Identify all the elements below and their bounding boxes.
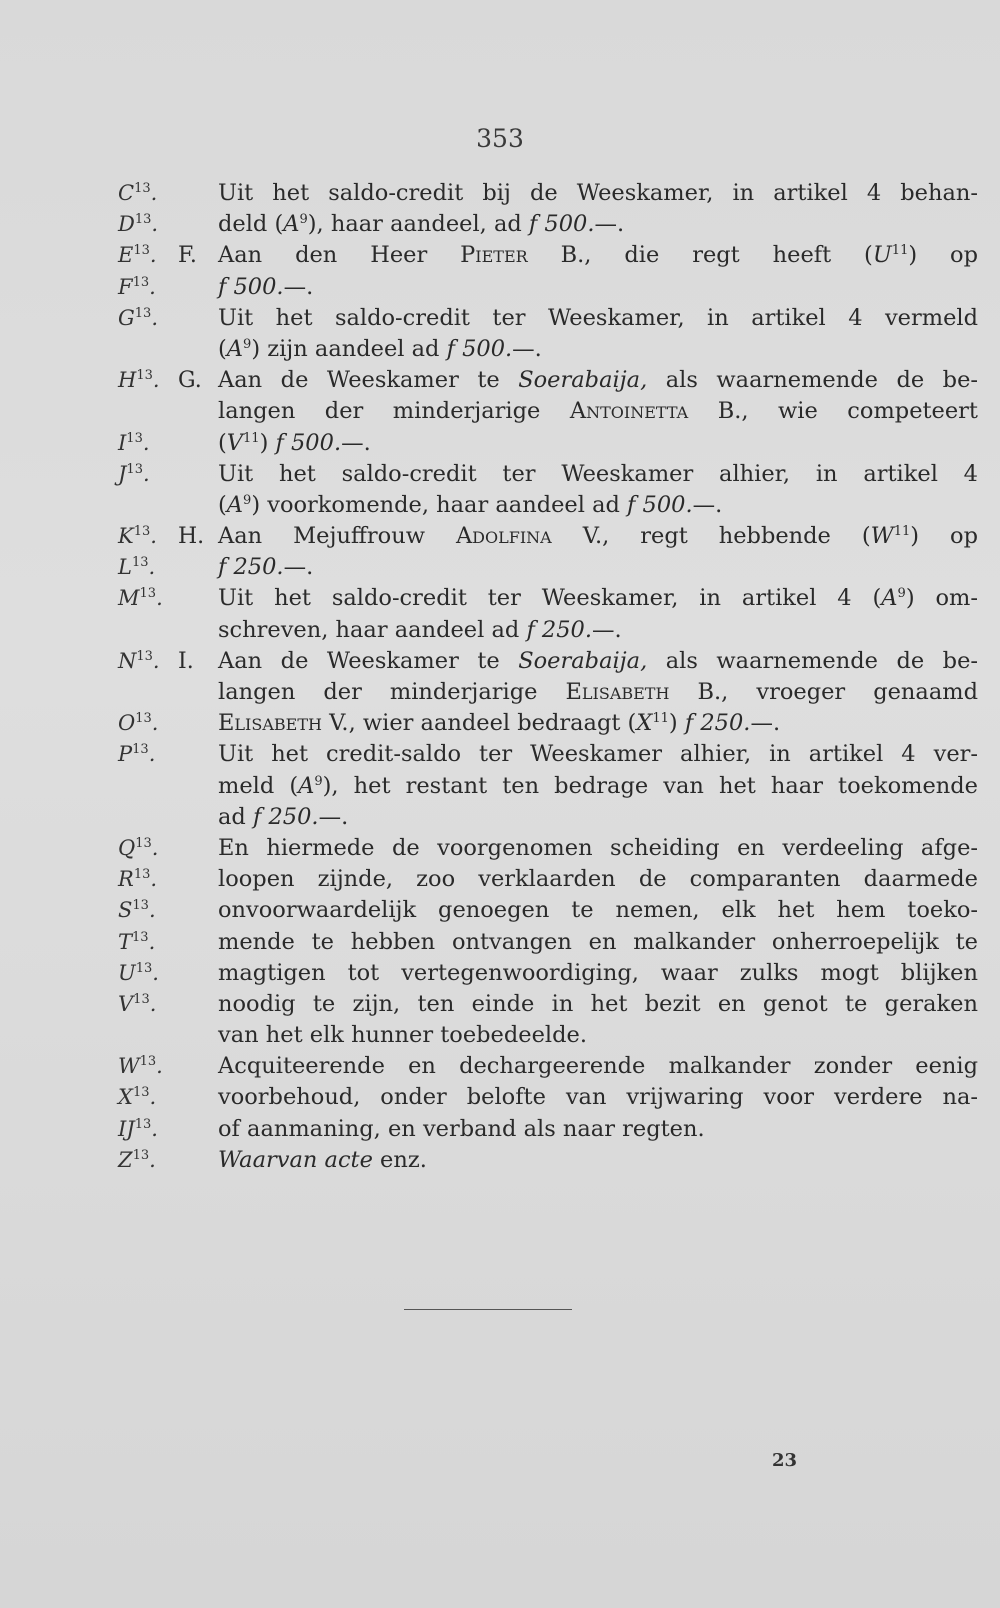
line-text	[218, 958, 978, 989]
text-run: V	[226, 429, 244, 456]
line-text	[218, 240, 978, 271]
text-run: voorbehoud, onder belofte van vrijwaring voor verdere na-	[218, 1084, 978, 1111]
text-line	[118, 1020, 863, 1051]
margin-reference-number: 13	[134, 1116, 152, 1132]
text-run: Acquiteerende en dechargeerende malkander zonder eenig	[218, 1053, 978, 1080]
margin-reference-letter: F	[118, 274, 133, 299]
text-run: (	[218, 429, 227, 456]
text-run: schreven, haar aandeel ad	[218, 616, 527, 643]
text-run: ) op	[908, 242, 978, 269]
text-run: 11	[243, 430, 260, 446]
margin-reference: $V^{13}$.	[118, 991, 157, 1016]
text-line	[118, 895, 978, 926]
text-run: (	[218, 491, 227, 518]
text-line	[118, 240, 978, 271]
margin-reference: $M^{13}$.	[118, 586, 163, 611]
text-line	[118, 771, 978, 802]
margin-reference: $L^{13}$.	[118, 555, 156, 580]
margin-reference-letter: X	[118, 1085, 133, 1110]
text-run: ), het restant ten bedrage van het haar toekomende	[322, 772, 978, 799]
margin-reference-number: 13	[132, 1085, 150, 1101]
text-run: (	[218, 335, 227, 362]
text-line	[118, 1114, 863, 1145]
margin-reference: $N^{13}$.	[118, 648, 160, 673]
margin-reference-number: 13	[134, 305, 152, 321]
text-line	[118, 739, 978, 770]
line-text	[218, 1114, 978, 1145]
line-text	[218, 615, 978, 646]
text-line	[118, 615, 863, 646]
line-text	[218, 428, 978, 459]
text-run: En hiermede de voorgenomen scheiding en verdeeling afge-	[218, 834, 978, 861]
text-run: Adolfina	[455, 523, 552, 550]
line-text	[218, 521, 978, 552]
text-line	[118, 303, 978, 334]
margin-reference: $C^{13}$.	[118, 181, 158, 205]
text-line	[118, 583, 978, 614]
text-run: langen der minderjarige	[218, 679, 566, 705]
text-run: f 500.	[528, 211, 595, 238]
text-run: of aanmaning, en verband als naar regten.	[218, 1115, 705, 1142]
margin-reference: $H^{13}$.	[118, 368, 160, 393]
text-line	[118, 1051, 978, 1082]
text-run: W	[870, 523, 894, 550]
text-run: Soerabaija,	[518, 367, 648, 394]
text-run: ) op	[910, 523, 978, 550]
text-run: f 500.	[446, 335, 513, 362]
text-run: ) zijn aandeel ad	[251, 335, 447, 362]
section-letter: I.	[178, 648, 194, 674]
text-line	[118, 334, 863, 365]
text-line	[118, 365, 978, 396]
margin-reference: $Q^{13}$.	[118, 835, 159, 860]
line-text	[218, 1051, 978, 1082]
text-body	[118, 178, 978, 1176]
margin-reference-number: 13	[131, 555, 149, 571]
line-text	[218, 864, 978, 895]
line-text	[218, 1082, 978, 1113]
line-text	[218, 583, 978, 614]
text-run: f 250.	[252, 803, 319, 830]
text-line	[118, 1082, 978, 1113]
text-line	[118, 428, 863, 459]
text-run: —.	[594, 211, 625, 238]
text-line	[118, 490, 863, 521]
margin-reference-letter: M	[118, 586, 140, 611]
text-run: meld (	[218, 772, 299, 799]
text-line	[118, 989, 978, 1020]
text-line	[118, 396, 978, 427]
text-run: Aan Mejuffrouw	[218, 523, 456, 550]
line-text	[218, 895, 978, 926]
line-text	[218, 459, 978, 490]
line-text	[218, 178, 978, 209]
text-run: Uit het saldo-credit ter Weeskamer, in artikel 4 (	[218, 585, 882, 612]
line-text	[218, 677, 978, 708]
text-line	[118, 677, 978, 708]
margin-reference-number: 13	[136, 368, 153, 384]
closing-rule	[404, 1309, 572, 1310]
text-run: U	[872, 242, 892, 269]
margin-reference-number: 13	[135, 835, 152, 851]
text-run: Elisabeth	[218, 710, 322, 737]
text-run: 9	[897, 586, 906, 602]
margin-reference-number: 13	[126, 430, 143, 446]
margin-reference-number: 13	[132, 274, 150, 290]
section-letter: G.	[178, 368, 202, 394]
text-run: van het elk hunner toebedeelde.	[218, 1022, 587, 1049]
text-run: Soerabaija,	[518, 647, 648, 674]
margin-reference-letter: W	[118, 1054, 140, 1079]
margin-reference-number: 13	[134, 212, 152, 228]
line-text	[218, 1020, 978, 1051]
margin-reference: $K^{13}$.	[118, 524, 157, 549]
text-run: A	[298, 772, 315, 799]
margin-reference-letter: L	[118, 555, 132, 580]
text-run: loopen zijnde, zoo verklaarden de comparanten daarmede	[218, 866, 978, 893]
margin-reference-letter: IJ	[118, 1116, 135, 1141]
text-run: Uit het saldo-credit ter Weeskamer alhier, in artikel 4	[218, 460, 978, 487]
text-line	[118, 864, 978, 895]
line-text	[218, 802, 978, 833]
text-run: Aan den Heer	[218, 242, 461, 269]
text-run: f 250.	[684, 710, 751, 737]
text-run: B., wie competeert	[688, 398, 978, 425]
page-number: 353	[476, 124, 524, 153]
line-text	[218, 272, 978, 303]
text-run: 9	[299, 212, 308, 228]
margin-reference-letter: S	[118, 898, 133, 923]
margin-reference-letter: G	[118, 305, 135, 330]
margin-reference-number: 13	[139, 586, 157, 602]
text-run: Aan de Weeskamer te	[218, 367, 519, 394]
margin-reference-letter: R	[118, 867, 134, 892]
text-run: ) om-	[905, 585, 978, 612]
line-text	[218, 1145, 978, 1176]
margin-reference-number: 13	[136, 648, 153, 664]
text-run: —.	[283, 273, 314, 300]
text-run: A	[226, 335, 244, 362]
text-line	[118, 178, 978, 209]
text-run: ad	[218, 803, 253, 830]
text-run: f 500.	[627, 491, 693, 518]
text-run: —.	[592, 616, 622, 643]
text-run: ) voorkomende, haar aandeel ad	[251, 491, 628, 518]
text-run: A	[283, 211, 300, 238]
text-run: f 250.	[526, 616, 593, 643]
margin-reference: $P^{13}$.	[118, 742, 156, 767]
margin-reference: $S^{13}$.	[118, 898, 156, 923]
margin-reference: $O^{13}$.	[118, 711, 159, 736]
line-text	[218, 552, 978, 583]
margin-reference-letter: H	[118, 368, 137, 393]
text-run: mende te hebben ontvangen en malkander onherroepelijk te	[218, 928, 978, 955]
text-line	[118, 552, 863, 583]
margin-reference-letter: J	[118, 461, 127, 486]
margin-reference: $W^{13}$.	[118, 1054, 163, 1079]
margin-reference-letter: Q	[118, 835, 136, 860]
text-run: Uit het saldo-credit bij de Weeskamer, in artikel 4 behan-	[218, 180, 978, 206]
margin-reference: $D^{13}$.	[118, 212, 159, 237]
text-line	[118, 958, 978, 989]
text-run: X	[636, 710, 653, 737]
text-line	[118, 272, 863, 303]
line-text	[218, 927, 978, 958]
margin-reference-letter: V	[118, 991, 134, 1016]
text-run: enz.	[372, 1146, 427, 1173]
line-text	[218, 833, 978, 864]
margin-reference-number: 13	[133, 867, 151, 883]
margin-reference: $F^{13}$.	[118, 274, 156, 299]
text-run: ), haar aandeel, ad	[307, 211, 529, 238]
margin-reference-number: 13	[133, 524, 151, 540]
text-run: Pieter	[460, 242, 528, 269]
text-run: Aan de Weeskamer te	[218, 647, 519, 674]
text-run: )	[668, 710, 685, 737]
text-run: Uit het credit-saldo ter Weeskamer alhier, in artikel 4 ver-	[218, 741, 978, 768]
text-run: f 500.	[275, 429, 342, 456]
line-text	[218, 708, 978, 739]
text-line	[118, 209, 863, 240]
margin-reference-number: 13	[133, 243, 150, 259]
margin-reference: IJ$^{13}$.	[118, 1116, 158, 1141]
text-run: magtigen tot vertegenwoordiging, waar zulks mogt blijken	[218, 959, 978, 986]
line-text	[218, 646, 978, 677]
margin-reference: $G^{13}$.	[118, 305, 159, 330]
margin-reference-number: 13	[133, 991, 150, 1007]
text-run: )	[259, 429, 276, 456]
text-run: A	[226, 491, 244, 518]
line-text	[218, 334, 978, 365]
margin-reference: $U^{13}$.	[118, 960, 159, 985]
margin-reference-letter: U	[118, 960, 136, 985]
text-run: —.	[318, 803, 349, 830]
text-run: noodig te zijn, ten einde in het bezit en genot te geraken	[218, 990, 978, 1017]
text-run: —.	[341, 429, 371, 456]
text-run: A	[881, 585, 898, 612]
text-run: V., regt hebbende (	[551, 523, 871, 550]
margin-reference: $Z^{13}$.	[118, 1147, 156, 1172]
margin-reference: $X^{13}$.	[118, 1085, 157, 1110]
text-run: —.	[283, 554, 314, 581]
section-letter: F.	[178, 243, 197, 269]
text-line	[118, 459, 978, 490]
text-line	[118, 708, 863, 739]
margin-reference-letter: N	[118, 648, 137, 673]
text-run: 11	[893, 524, 911, 540]
text-run: B., vroeger genaamd	[669, 679, 978, 705]
signature-mark: 23	[772, 1450, 798, 1471]
section-letter: H.	[178, 524, 205, 550]
margin-reference: $R^{13}$.	[118, 867, 158, 892]
text-run: —.	[512, 335, 542, 362]
margin-reference-number: 13	[132, 898, 149, 914]
margin-reference-letter: I	[118, 430, 127, 455]
margin-reference-letter: O	[118, 711, 136, 736]
text-run: 11	[891, 243, 909, 259]
margin-reference-letter: K	[118, 524, 134, 549]
text-run: —.	[692, 491, 723, 518]
text-run: f 500.	[218, 273, 284, 300]
line-text	[218, 771, 978, 802]
text-run: Uit het saldo-credit ter Weeskamer, in artikel 4 vermeld	[218, 304, 978, 331]
text-run: —.	[750, 710, 781, 737]
margin-reference-letter: D	[118, 212, 135, 237]
text-run: Antoinetta	[569, 398, 689, 425]
line-text	[218, 490, 978, 521]
line-text	[218, 209, 978, 240]
text-run: V., wier aandeel bedraagt (	[321, 710, 637, 737]
text-run: f 250.	[218, 554, 284, 581]
margin-reference-letter: C	[118, 181, 135, 205]
margin-reference-letter: T	[118, 929, 133, 954]
margin-reference-number: 13	[135, 711, 152, 727]
text-line	[118, 646, 978, 677]
text-line	[118, 1145, 863, 1176]
text-line	[118, 802, 863, 833]
text-run: 9	[314, 773, 323, 789]
line-text	[218, 989, 978, 1020]
text-line	[118, 927, 978, 958]
line-text	[218, 396, 978, 427]
text-run: langen der minderjarige	[218, 398, 570, 425]
text-run: 11	[652, 711, 669, 727]
text-run: 9	[243, 336, 252, 352]
margin-reference: $E^{13}$.	[118, 243, 157, 268]
text-run: B., die regt heeft (	[527, 242, 873, 269]
margin-reference: $I^{13}$.	[118, 430, 150, 455]
margin-reference: $T^{13}$.	[118, 929, 156, 954]
line-text	[218, 365, 978, 396]
margin-reference-number: 13	[132, 742, 149, 758]
margin-reference-number: 13	[132, 929, 149, 945]
line-text	[218, 303, 978, 334]
margin-reference-letter: E	[118, 243, 134, 268]
text-run: Waarvan acte	[218, 1146, 373, 1173]
text-run: als waarnemende de be-	[647, 367, 978, 394]
margin-reference-number: 13	[126, 461, 143, 477]
text-run: als waarnemende de be-	[647, 647, 978, 674]
text-run: 9	[243, 492, 252, 508]
margin-reference: $J^{13}$.	[118, 461, 150, 486]
text-run: deld (	[218, 211, 284, 238]
margin-reference-number: 13	[135, 960, 153, 976]
margin-reference-number: 13	[139, 1054, 157, 1070]
text-run: onvoorwaardelijk genoegen te nemen, elk het hem toeko-	[218, 897, 978, 924]
margin-reference-letter: Z	[118, 1147, 133, 1172]
line-text	[218, 739, 978, 770]
margin-reference-letter: P	[118, 742, 133, 767]
text-line	[118, 833, 978, 864]
margin-reference-number: 13	[134, 181, 151, 196]
margin-reference-number: 13	[132, 1147, 150, 1163]
text-run: Elisabeth	[565, 679, 670, 705]
text-line	[118, 521, 978, 552]
